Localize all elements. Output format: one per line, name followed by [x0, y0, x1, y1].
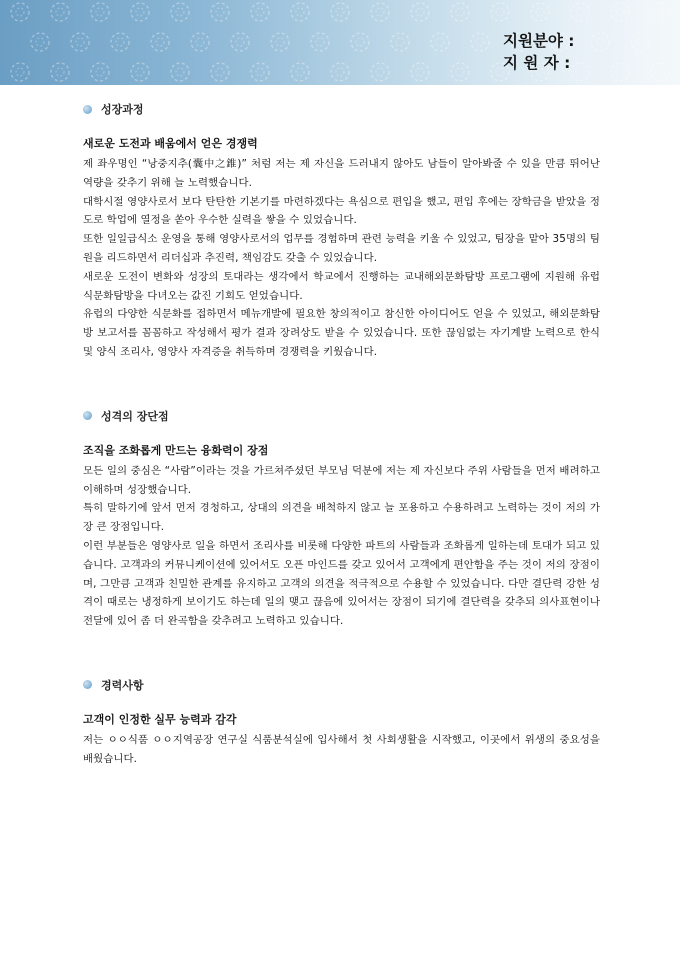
paragraph: 이런 부분들은 영양사로 일을 하면서 조리사를 비롯해 다양한 파트의 사람들과 조화롭게 일하는데 토대가 되고 있습니다. 고객과의 커뮤니케이션에 있어서도 오픈 마인드를 갖고 있어서 고객에게 편안함을 주는 것이 저의 장점이며, 그만큼 고객과 친밀한 관계를 유지하고 고객의 의견을 적극적으로 수용할 수 있었습니다. 다만 결단력 강한 성격이 때로는 냉정하게 보이기도 하는데 일의 맺고 끊음에 있어서는 장점이 되기에 결단력을 갖추되 의사표현이나 전달에 있어 좀 더 완곡함을 갖추려고 노력하고 있습니다.	[83, 539, 600, 628]
section-subtitle: 새로운 도전과 배움에서 얻은 경쟁력	[83, 137, 258, 150]
section-title: 성격의 장단점	[101, 409, 169, 423]
section-title: 성장과정	[101, 103, 144, 116]
paragraph: 대학시절 영양사로서 보다 탄탄한 기본기를 마련하겠다는 욕심으로 편입을 했고, 편입 후에는 장학금을 받았을 정도로 학업에 열정을 쏟아 우수한 실력을 쌓을 수 있었습니다.	[83, 195, 600, 227]
bullet-dot-icon	[83, 680, 92, 689]
paragraph: 새로운 도전이 변화와 성장의 토대라는 생각에서 학교에서 진행하는 교내해외문화탐방 프로그램에 지원해 유럽 식문화탐방을 다녀오는 값진 기회도 얻었습니다.	[83, 270, 600, 302]
resume-body	[83, 100, 600, 769]
paragraph: 제 좌우명인 “낭중지추(囊中之錐)” 처럼 저는 제 자신을 드러내지 않아도 남들이 알아봐줄 수 있을 만큼 뛰어난 역량을 갖추기 위해 늘 노력했습니다.	[83, 158, 600, 189]
paragraph: 또한 일일급식소 운영을 통해 영양사로서의 업무를 경험하며 관련 능력을 키울 수 있었고, 팀장을 맡아 35명의 팀원을 리드하면서 리더십과 추진력, 책임감도 갖출 수 있었습니다.	[83, 233, 600, 264]
header-banner	[0, 0, 680, 85]
section-career	[83, 676, 600, 769]
paragraph: 저는 ㅇㅇ식품 ㅇㅇ지역공장 연구실 식품분석실에 입사해서 첫 사회생활을 시작했고, 이곳에서 위생의 중요성을 배웠습니다.	[83, 733, 600, 765]
section-title: 경력사항	[101, 678, 144, 692]
field-label: 지원분야 :	[503, 32, 575, 50]
swirl-pattern-decoration	[0, 0, 680, 85]
applicant-labels	[503, 30, 575, 74]
section-personality	[83, 407, 600, 631]
section-subtitle: 고객이 인정한 실무 능력과 감각	[83, 712, 237, 726]
section-heading	[83, 407, 600, 425]
section-heading	[83, 100, 600, 118]
section-subtitle: 조직을 조화롭게 만드는 융화력이 장점	[83, 443, 269, 457]
bullet-dot-icon	[83, 105, 92, 114]
paragraph: 모든 일의 중심은 “사람”이라는 것을 가르쳐주셨던 부모님 덕분에 저는 제 자신보다 주위 사람들을 먼저 배려하고 이해하며 성장했습니다.	[83, 464, 600, 496]
applicant-name-label: 지 원 자 :	[503, 54, 571, 72]
bullet-dot-icon	[83, 411, 92, 420]
paragraph: 유럽의 다양한 식문화를 접하면서 메뉴개발에 필요한 창의적이고 참신한 아이디어도 얻을 수 있었고, 해외문화탐방 보고서를 꼼꼼하고 작성해서 평가 결과 장려상도 받을 수 있었습니다. 또한 끊임없는 자기계발 노력으로 한식 및 양식 조리사, 영양사 자격증을 취득하며 경쟁력을 키웠습니다.	[83, 308, 600, 358]
section-growth	[83, 100, 600, 362]
paragraph: 특히 말하기에 앞서 먼저 경청하고, 상대의 의견을 배척하지 않고 늘 포용하고 수용하려고 노력하는 것이 저의 가장 큰 장점입니다.	[83, 502, 600, 534]
section-heading	[83, 676, 600, 694]
